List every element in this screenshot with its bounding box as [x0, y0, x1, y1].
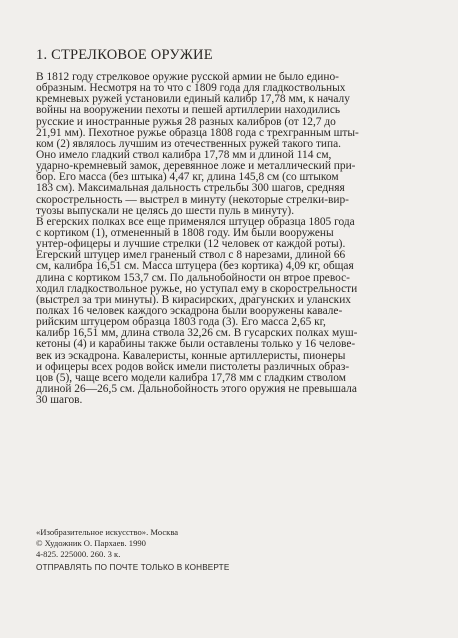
body-line: кремневых ружей установили единый калибр 17,78 мм, к началу [36, 93, 350, 106]
copyright-line: © Художник О. Пархаев. 1990 [36, 538, 146, 548]
body-line: и офицеры всех родов войск имели пистолеты различных образ- [36, 360, 350, 373]
body-line: 183 см). Максимальная дальность стрельбы 300 шагов, средняя [36, 182, 345, 195]
section-heading: 1. СТРЕЛКОВОЕ ОРУЖИЕ [36, 47, 213, 63]
body-line: В егерских полках все еще применялся штуцер образца 1805 года [36, 215, 355, 228]
body-line: длиной 26—26,5 см. Дальнобойность этого оружия не превышала [36, 382, 357, 395]
body-line: с кортиком (1), отмененный в 1808 году. Им были вооружены [36, 226, 334, 239]
body-line: Егерский штуцер имел граненый ствол с 8 нарезами, длиной 66 [36, 249, 346, 262]
body-line: век из эскадрона. Кавалеристы, конные артиллеристы, пионеры [36, 349, 346, 362]
body-line: бор. Его масса (без штыка) 4,47 кг, длина 145,8 см (со штыком [36, 171, 339, 184]
body-line: русские и иностранные ружья 28 разных калибров (от 12,7 до [36, 115, 336, 128]
body-line: ударно-кремневый замок, деревянное ложе и металлический при- [36, 160, 356, 173]
body-line: цов (5), чаще всего модели калибра 17,78 мм с гладким стволом [36, 371, 346, 384]
body-line: 30 шагов. [36, 394, 83, 407]
body-line: 21,91 мм). Пехотное ружье образца 1808 года с трехгранным шты- [36, 126, 359, 139]
body-line: см, калибра 16,51 см. Масса штуцера (без кортика) 4,09 кг, общая [36, 260, 354, 273]
body-line: калибр 16,51 мм, длина ствола 32,26 см. В гусарских полках муш- [36, 327, 358, 340]
body-line: образным. Несмотря на то что с 1809 года для гладкоствольных [36, 82, 346, 95]
body-line: рийским штуцером образца 1803 года (3). Его масса 2,65 кг, [36, 316, 326, 329]
print-code-line: 4-825. 225000. 260. 3 к. [36, 549, 121, 559]
body-line: кетоны (4) и карабины также были оставлены только у 16 челове- [36, 338, 356, 351]
body-line: В 1812 году стрелковое оружие русской армии не было едино- [36, 71, 339, 83]
body-line: скорострельность — выстрел в минуту (некоторые стрелки-вир- [36, 193, 349, 206]
body-line: ходил гладкоствольное ружье, но уступал ему в скорострельности [36, 282, 358, 295]
body-line: Оно имело гладкий ствол калибра 17,78 мм и длиной 114 см, [36, 148, 332, 161]
body-line: туозы выпускали не целясь до шести пуль в минуту). [36, 204, 295, 217]
body-line: полках 16 человек каждого эскадрона были вооружены кавале- [36, 304, 343, 317]
body-text [36, 72, 424, 406]
body-line: (выстрел за три минуты). В кирасирских, драгунских и уланских [36, 293, 351, 306]
imprint [36, 527, 436, 572]
body-line: войны на вооружении пехоты и пешей артиллерии находились [36, 104, 341, 117]
body-line: унтер-офицеры и лучшие стрелки (12 человек от каждой роты). [36, 238, 346, 251]
body-line: ком (2) являлось лучшим из отечественных ружей такого типа. [36, 137, 342, 150]
mail-note: ОТПРАВЛЯТЬ ПО ПОЧТЕ ТОЛЬКО В КОНВЕРТЕ [36, 563, 230, 572]
body-line: длина с кортиком 153,7 см. По дальнобойности он втрое превос- [36, 271, 350, 284]
publisher-line: «Изобразительное искусство». Москва [36, 527, 179, 537]
